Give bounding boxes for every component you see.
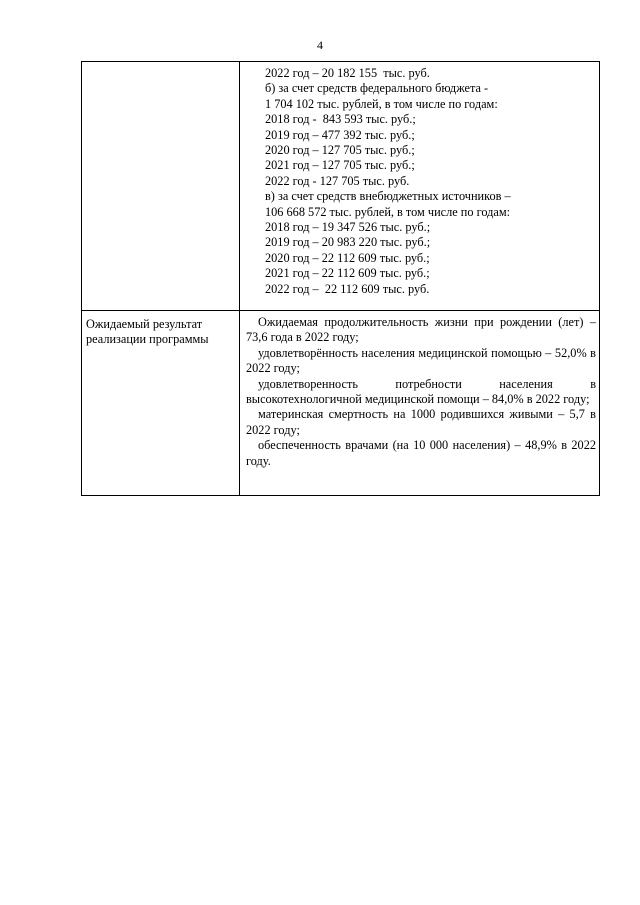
financing-line: 2022 год – 20 182 155 тыс. руб. [265, 66, 430, 80]
financing-line: в) за счет средств внебюджетных источников – [265, 189, 511, 204]
financing-line: 106 668 572 тыс. рублей, в том числе по годам: [265, 204, 511, 219]
financing-line: 2022 год – 22 112 609 тыс. руб. [265, 281, 430, 296]
financing-row [82, 62, 600, 311]
financing-line: 2021 год – 22 112 609 тыс. руб.; [265, 266, 430, 281]
page-number: 4 [317, 38, 323, 52]
expected-result-item: Ожидаемая продолжительность жизни при рождении (лет) – 73,6 года в 2022 году; [246, 315, 596, 345]
expected-result-label-line: реализации программы [86, 332, 209, 347]
expected-result-content-cell [240, 311, 600, 496]
financing-line: б) за счет средств федерального бюджета - [265, 81, 489, 96]
financing-line: 2020 год – 127 705 тыс. руб.; [265, 143, 415, 158]
financing-line: 2018 год – 19 347 526 тыс. руб.; [265, 220, 431, 235]
expected-result-item: обеспеченность врачами (на 10 000 населения) – 48,9% в 2022 году. [246, 438, 596, 468]
expected-result-item: удовлетворенность потребности населения в высокотехнологичной медицинской помощи – 84,0% в 2022 году; [246, 376, 596, 407]
financing-line: 2019 год – 477 392 тыс. руб.; [265, 127, 415, 142]
financing-line: 2021 год – 127 705 тыс. руб.; [265, 158, 415, 173]
financing-label-cell [82, 62, 240, 311]
expected-result-row [82, 311, 600, 496]
expected-result-item: материнская смертность на 1000 родившихся живыми – 5,7 в 2022 году; [246, 407, 596, 437]
financing-line: 1 704 102 тыс. рублей, в том числе по годам: [265, 96, 498, 111]
financing-line: 2019 год – 20 983 220 тыс. руб.; [265, 235, 431, 250]
program-passport-table [81, 61, 600, 496]
financing-line: 2018 год - 843 593 тыс. руб.; [265, 112, 416, 127]
financing-content-cell [240, 62, 600, 311]
financing-line: 2020 год – 22 112 609 тыс. руб.; [265, 250, 430, 265]
expected-result-label-cell [82, 311, 240, 496]
financing-line: 2022 год - 127 705 тыс. руб. [265, 173, 410, 188]
expected-result-item: удовлетворённость населения медицинской помощью – 52,0% в 2022 году; [246, 345, 596, 376]
expected-result-label-line: Ожидаемый результат [86, 317, 203, 331]
